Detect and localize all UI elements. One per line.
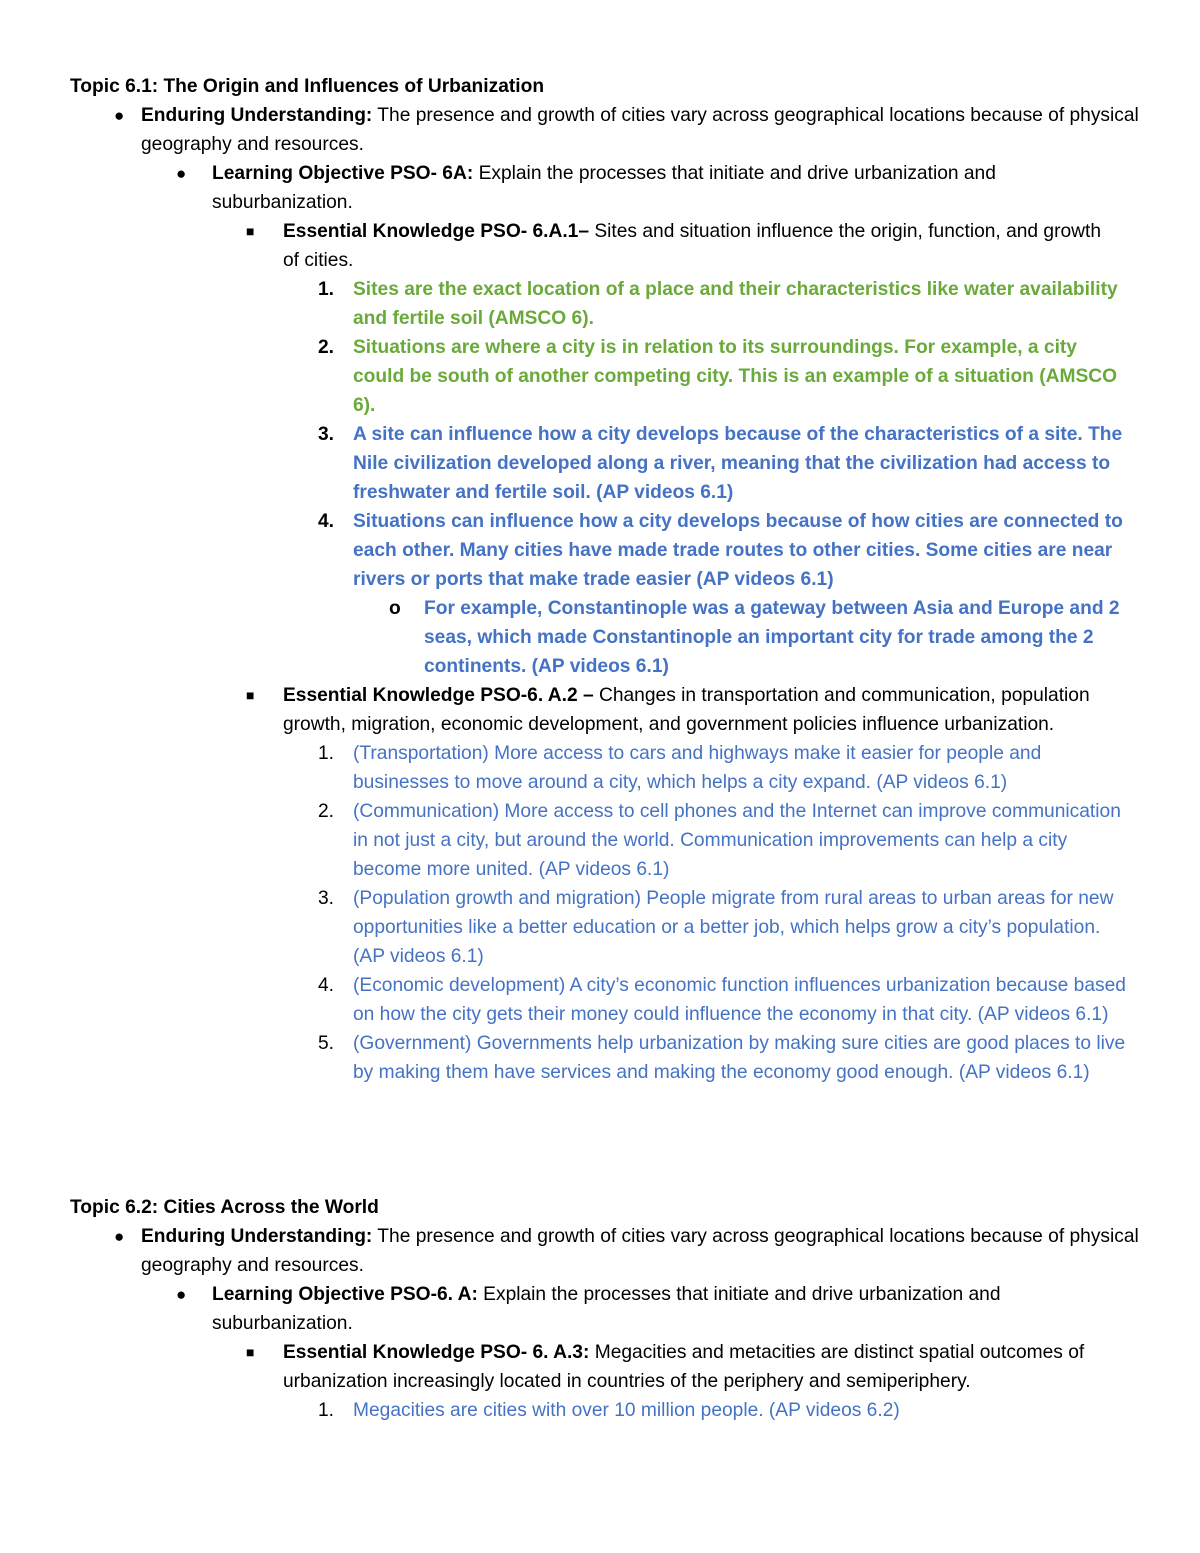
list-item: [0, 884, 1200, 971]
list-item-text: Sites are the exact location of a place and their characteristics like water availability and fertile soil (AMSCO 6).: [353, 279, 1118, 329]
bullet-icon: ●: [114, 1227, 125, 1246]
square-bullet-icon: ■: [246, 687, 255, 703]
list-item: [0, 420, 1200, 507]
topic-6-2-section: [0, 1193, 1200, 1425]
list-item-text: A site can influence how a city develops because of the characteristics of a site. The Nile civilization developed along a river, meaning that the civilization had access to freshwater and fertile soil. (AP videos 6.1): [353, 424, 1123, 503]
list-item-text: (Transportation) More access to cars and highways make it easier for people and businesses to move around a city, which helps a city expand. (AP videos 6.1): [353, 743, 1042, 793]
eu-label: Enduring Understanding:: [141, 105, 373, 126]
list-item: [0, 275, 1200, 333]
ek-label: Essential Knowledge PSO-6. A.2 –: [283, 685, 594, 706]
list-number: 5.: [318, 1033, 335, 1054]
list-item-text: Situations are where a city is in relation to its surroundings. For example, a city could be south of another competing city. This is an example of a situation (AMSCO 6).: [353, 337, 1118, 416]
list-item-text: Situations can influence how a city develops because of how cities are connected to each other. Many cities have made trade routes to other cities. Some cities are near rivers or ports that make trade easier (AP videos 6.1): [353, 511, 1123, 590]
eu-label: Enduring Understanding:: [141, 1226, 373, 1247]
list-item: [0, 507, 1200, 594]
essential-knowledge-a3: [0, 1338, 1200, 1396]
learning-objective: [0, 1280, 1200, 1338]
topic-6-2-heading: Topic 6.2: Cities Across the World: [70, 1197, 379, 1218]
circle-bullet-icon: o: [389, 598, 401, 619]
list-item-text: Megacities are cities with over 10 million people. (AP videos 6.2): [353, 1400, 900, 1421]
list-number: 1.: [318, 279, 335, 300]
list-number: 1.: [318, 743, 335, 764]
list-item: [0, 797, 1200, 884]
square-bullet-icon: ■: [246, 223, 255, 239]
list-number: 1.: [318, 1400, 335, 1421]
eu-text: The presence and growth of cities vary across geographical locations because of physical geography and resources.: [141, 1226, 1139, 1276]
bullet-icon: ●: [176, 164, 187, 183]
ek-text: Changes in transportation and communication, population growth, migration, economic development, and government policies influence urbanization.: [283, 685, 1090, 735]
sub-list-item: [0, 594, 1200, 681]
ek-label: Essential Knowledge PSO- 6.A.1–: [283, 221, 590, 242]
eu-text: The presence and growth of cities vary across geographical locations because of physical geography and resources.: [141, 105, 1139, 155]
ek-label: Essential Knowledge PSO- 6. A.3:: [283, 1342, 590, 1363]
list-number: 3.: [318, 888, 335, 909]
lo-label: Learning Objective PSO- 6A:: [212, 163, 474, 184]
list-number: 4.: [318, 975, 335, 996]
list-item-text: (Economic development) A city’s economic function influences urbanization because based on how the city gets their money could influence the economy in that city. (AP videos 6.1): [353, 975, 1126, 1025]
essential-knowledge-a1: [0, 217, 1200, 275]
lo-text: Explain the processes that initiate and drive urbanization and suburbanization.: [212, 1284, 1001, 1334]
list-number: 3.: [318, 424, 335, 445]
bullet-icon: ●: [176, 1285, 187, 1304]
square-bullet-icon: ■: [246, 1344, 255, 1360]
list-item-text: (Government) Governments help urbanization by making sure cities are good places to live by making them have services and making the economy good enough. (AP videos 6.1): [353, 1033, 1126, 1083]
essential-knowledge-a2: [0, 681, 1200, 739]
topic-6-1-section: [0, 72, 1200, 1087]
list-item: [0, 971, 1200, 1029]
list-item: [0, 739, 1200, 797]
list-number: 2.: [318, 337, 335, 358]
ek-text: Megacities and metacities are distinct spatial outcomes of urbanization increasingly located in countries of the periphery and semiperiphery.: [283, 1342, 1085, 1392]
list-number: 4.: [318, 511, 335, 532]
bullet-icon: ●: [114, 106, 125, 125]
list-item: [0, 1029, 1200, 1087]
list-number: 2.: [318, 801, 335, 822]
enduring-understanding: [0, 1222, 1200, 1280]
list-item-text: (Population growth and migration) People migrate from rural areas to urban areas for new opportunities like a better education or a better job, which helps grow a city’s population. (AP videos 6.1): [353, 888, 1114, 967]
lo-label: Learning Objective PSO-6. A:: [212, 1284, 478, 1305]
enduring-understanding: [0, 101, 1200, 159]
list-item: [0, 1396, 1200, 1425]
lo-text: Explain the processes that initiate and drive urbanization and suburbanization.: [212, 163, 996, 213]
list-item: [0, 333, 1200, 420]
sub-list-item-text: For example, Constantinople was a gateway between Asia and Europe and 2 seas, which made Constantinople an important city for trade among the 2 continents. (AP videos 6.1): [424, 598, 1120, 677]
topic-6-1-heading: Topic 6.1: The Origin and Influences of Urbanization: [70, 76, 545, 97]
ek-text: Sites and situation influence the origin, function, and growth of cities.: [283, 221, 1102, 271]
learning-objective: [0, 159, 1200, 217]
list-item-text: (Communication) More access to cell phones and the Internet can improve communication in not just a city, but around the world. Communication improvements can help a city become more united. (AP videos 6.1): [353, 801, 1121, 880]
